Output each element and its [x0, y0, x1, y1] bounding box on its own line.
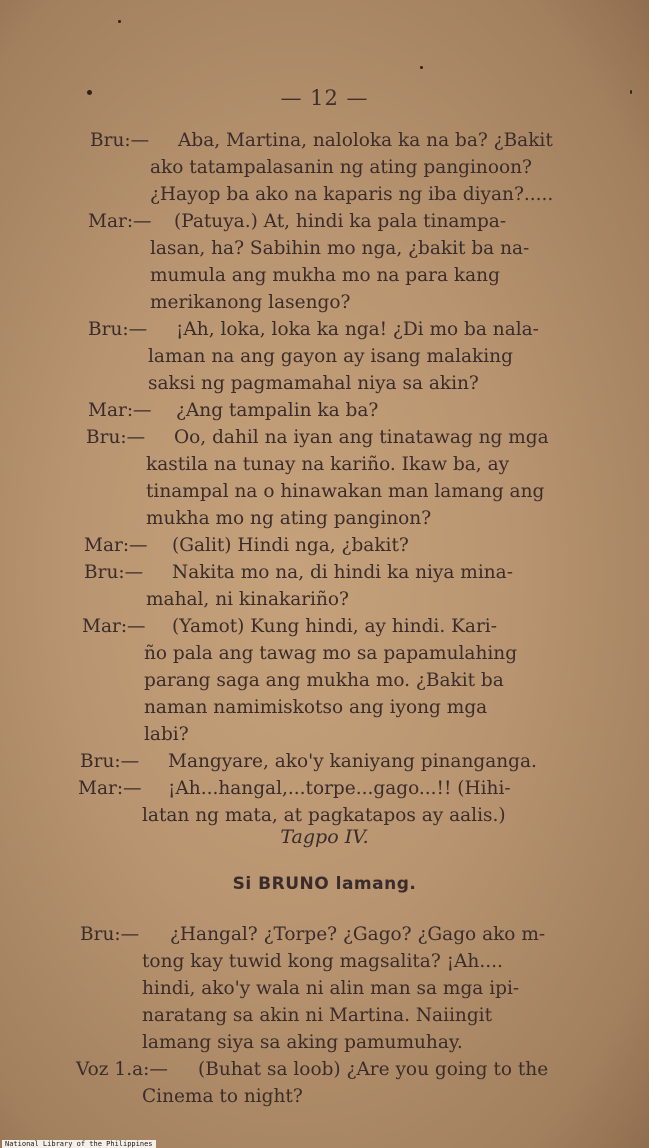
line-text: lasan, ha? Sabihin mo nga, ¿bakit ba na- — [150, 238, 530, 259]
scene-number: Tagpo IV. — [280, 826, 369, 848]
dialogue-line — [80, 922, 546, 948]
line-text: Oo, dahil na iyan ang tinatawag ng mga — [174, 427, 549, 448]
line-text: tong kay tuwid kong magsalita? ¡Ah.... — [142, 951, 503, 972]
line-text: tinampal na o hinawakan man lamang ang — [146, 481, 545, 502]
speaker-label: Voz 1.a:— — [76, 1059, 168, 1080]
dialogue-line — [90, 128, 553, 154]
dialogue-line — [80, 749, 537, 775]
line-text: hindi, ako'y wala ni alin man sa mga ipi- — [142, 978, 520, 999]
speaker-label: Mar:— — [82, 616, 146, 637]
dialogue-line — [88, 398, 379, 424]
speaker-label: Bru:— — [80, 751, 140, 772]
line-text: (Buhat sa loob) ¿Are you going to the — [198, 1059, 549, 1080]
line-text: (Galit) Hindi nga, ¿bakit? — [172, 535, 409, 556]
speaker-label: Bru:— — [90, 130, 150, 151]
speaker-label: Bru:— — [84, 562, 144, 583]
line-text: mukha mo ng ating panginon? — [146, 508, 432, 529]
library-credit: National Library of the Philippines — [2, 1140, 156, 1148]
paper-speck — [420, 66, 423, 69]
line-text: ¿Hangal? ¿Torpe? ¿Gago? ¿Gago ako m- — [170, 924, 546, 945]
line-text: (Yamot) Kung hindi, ay hindi. Kari- — [172, 616, 497, 637]
speaker-label: Bru:— — [80, 924, 140, 945]
line-text: saksi ng pagmamahal niya sa akin? — [148, 373, 479, 394]
dialogue-line — [88, 209, 507, 235]
paper-speck — [630, 90, 632, 94]
line-text: ¡Ah, loka, loka ka nga! ¿Di mo ba nala- — [176, 319, 539, 340]
line-text: ¿Hayop ba ako na kaparis ng iba diyan?..... — [150, 184, 554, 205]
line-text: kastila na tunay na kariño. Ikaw ba, ay — [146, 454, 510, 475]
line-text: Mangyare, ako'y kaniyang pinanganga. — [168, 751, 537, 772]
speaker-label: Mar:— — [88, 400, 152, 421]
line-text: naman namimiskotso ang iyong mga — [144, 697, 488, 718]
paper-speck — [87, 90, 92, 95]
line-text: lamang siya sa aking pamumuhay. — [142, 1032, 463, 1053]
dialogue-line — [76, 1057, 549, 1083]
line-text: ño pala ang tawag mo sa papamulahing — [144, 643, 518, 664]
line-text: ¡Ah...hangal,...torpe...gago...!! (Hihi- — [168, 778, 511, 799]
dialogue-line — [86, 425, 549, 451]
speaker-label: Bru:— — [88, 319, 148, 340]
line-text: mumula ang mukha mo na para kang — [150, 265, 500, 286]
line-text: (Patuya.) At, hindi ka pala tinampa- — [174, 211, 507, 232]
speaker-label: Mar:— — [84, 535, 148, 556]
line-text: Cinema to night? — [142, 1086, 303, 1107]
speaker-label: Bru:— — [86, 427, 146, 448]
line-text: Aba, Martina, naloloka ka na ba? ¿Bakit — [178, 130, 553, 151]
page-number: — 12 — — [280, 86, 369, 110]
line-text: latan ng mata, at pagkatapos ay aalis.) — [142, 805, 506, 826]
speaker-label: Mar:— — [88, 211, 152, 232]
dialogue-line — [84, 560, 513, 586]
dialogue-line — [82, 614, 497, 640]
dialogue-line — [84, 533, 409, 559]
dialogue-line — [88, 317, 539, 343]
line-text: ako tatampalasanin ng ating panginoon? — [150, 157, 532, 178]
line-text: mahal, ni kinakariño? — [146, 589, 349, 610]
dialogue-line — [78, 776, 511, 802]
line-text: merikanong lasengo? — [150, 292, 351, 313]
line-text: parang saga ang mukha mo. ¿Bakit ba — [144, 670, 504, 691]
speaker-label: Mar:— — [78, 778, 142, 799]
line-text: Nakita mo na, di hindi ka niya mina- — [172, 562, 513, 583]
scene-title: Si BRUNO lamang. — [232, 874, 417, 894]
paper-speck — [118, 20, 121, 23]
line-text: labi? — [144, 724, 189, 745]
line-text: naratang sa akin ni Martina. Naiingit — [142, 1005, 493, 1026]
line-text: laman na ang gayon ay isang malaking — [148, 346, 513, 367]
line-text: ¿Ang tampalin ka ba? — [176, 400, 379, 421]
